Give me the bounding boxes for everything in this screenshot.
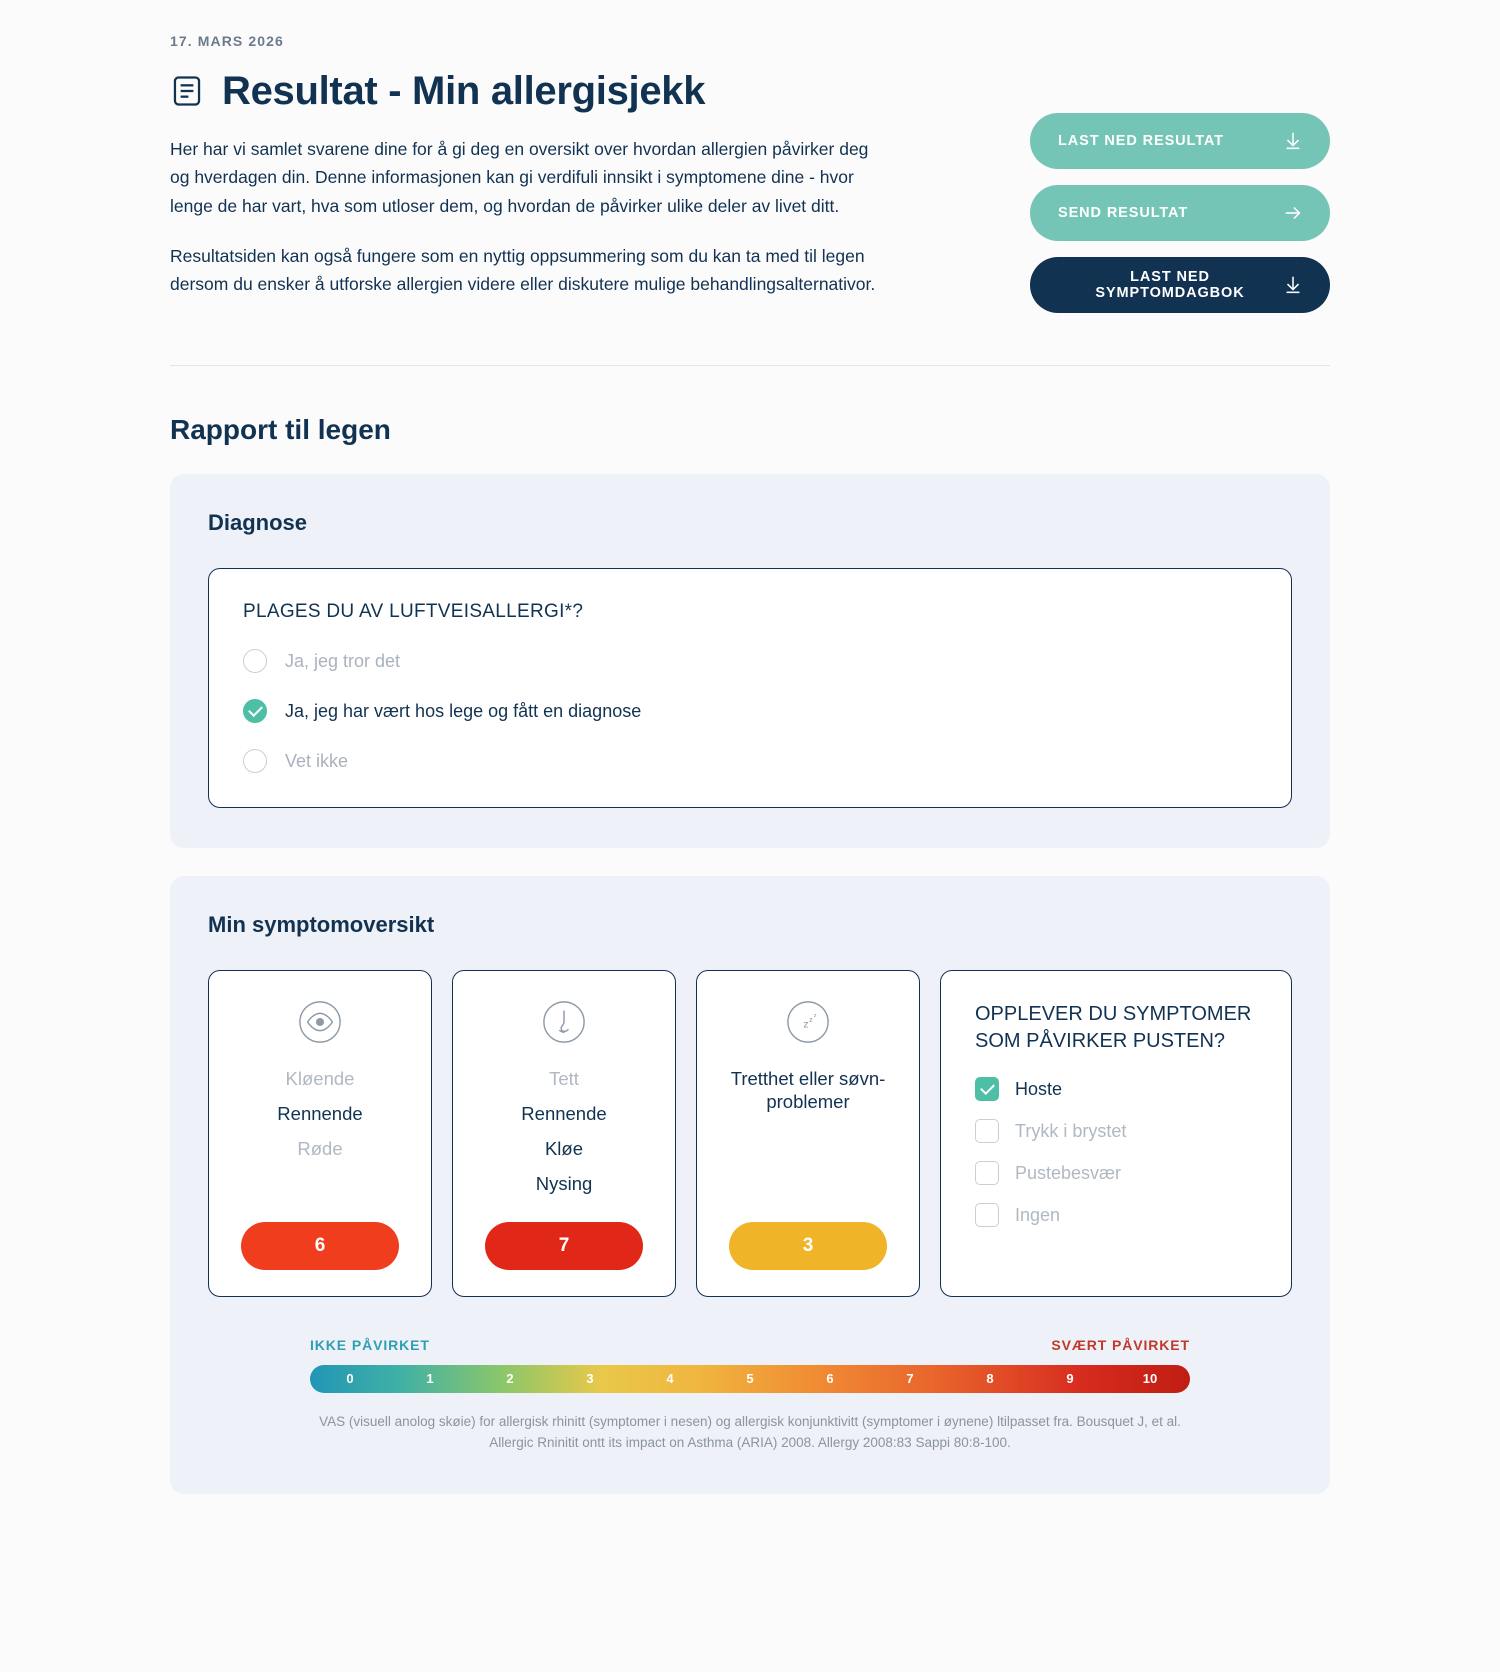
page-date: 17. MARS 2026 <box>170 33 284 49</box>
symptom-word: Rennende <box>277 1103 363 1125</box>
vas-tick: 7 <box>906 1371 914 1386</box>
send-result-button[interactable] <box>1030 185 1330 241</box>
symptom-card-sleep <box>696 970 920 1297</box>
symptom-card-eyes <box>208 970 432 1297</box>
radio-option-label: Ja, jeg har vært hos lege og fått en diagnose <box>285 700 642 721</box>
checkbox-icon[interactable] <box>975 1161 999 1185</box>
checkbox-option-label: Hoste <box>1015 1078 1063 1099</box>
radio-option-diagnose[interactable] <box>243 699 1257 723</box>
vas-scale-note: VAS (visuell anolog skøie) for allergisk rhinitt (symptomer i nesen) og allergisk konjunktivitt (symptomer i øynene) ltilpasset fra. Bousquet J, et al. Allergic Rninitit ontt its impact on Asthma (ARIA) 2008. Allergy 2008:83 Sappi 80:8-100. <box>319 1413 1181 1451</box>
divider <box>170 365 1330 366</box>
radio-option-vet-ikke[interactable] <box>243 749 1257 773</box>
symptom-card-title: Min symptomoversikt <box>208 912 435 937</box>
radio-checked-icon[interactable] <box>243 699 267 723</box>
symptom-word: Tretthet eller søvn-problemer <box>730 1068 886 1113</box>
send-result-label: SEND RESULTAT <box>1058 205 1189 221</box>
checkbox-icon[interactable] <box>975 1119 999 1143</box>
download-symptom-diary-label: LAST NED SYMPTOMDAGBOK <box>1095 269 1245 301</box>
vas-tick: 4 <box>666 1371 674 1386</box>
section-title-report: Rapport til legen <box>170 414 391 445</box>
vas-tick: 8 <box>986 1371 994 1386</box>
sleep-icon <box>785 999 831 1045</box>
checkbox-option-hoste[interactable] <box>975 1077 1259 1101</box>
intro-paragraph-2: Resultatsiden kan også fungere som en nyttig oppsummering som du kan ta med til legen dersom du ensker å utforske allergien videre eller diskutere mulige behandlingsalternativor. <box>170 246 876 295</box>
header-row <box>170 69 1330 313</box>
vas-tick: 3 <box>586 1371 594 1386</box>
radio-option-label: Ja, jeg tror det <box>285 650 401 671</box>
svg-text:z: z <box>803 1018 809 1031</box>
vas-scale-bar <box>310 1365 1190 1393</box>
symptom-word: Nysing <box>535 1173 593 1195</box>
radio-option-label: Vet ikke <box>285 750 349 771</box>
checkbox-option-trykk-i-brystet[interactable] <box>975 1119 1259 1143</box>
vas-left-label: IKKE PÅVIRKET <box>310 1336 430 1353</box>
svg-text:z: z <box>808 1015 813 1024</box>
symptom-score: 3 <box>729 1222 887 1270</box>
diagnose-card <box>170 474 1330 848</box>
download-result-button[interactable] <box>1030 113 1330 169</box>
checkbox-option-label: Ingen <box>1015 1204 1061 1225</box>
diagnose-card-title: Diagnose <box>208 510 308 535</box>
vas-right-label: SVÆRT PÅVIRKET <box>1051 1336 1190 1353</box>
checkbox-icon[interactable] <box>975 1203 999 1227</box>
symptom-words <box>471 1067 657 1196</box>
checkbox-checked-icon[interactable] <box>975 1077 999 1101</box>
vas-tick: 5 <box>746 1371 754 1386</box>
intro-paragraph-1: Her har vi samlet svarene dine for å gi deg en oversikt over hvordan allergien påvirker deg og hverdagen din. Denne informasjonen kan gi verdifuli innsikt i symptomene dine - hvor lenge de har vart, hva som utloser dem, og hvordan de påvirker ulike deler av livet ditt. <box>170 139 869 216</box>
vas-tick: 10 <box>1142 1371 1158 1386</box>
page-title: Resultat - Min allergisjekk <box>222 69 706 113</box>
symptom-card-nose <box>452 970 676 1297</box>
symptom-word: Røde <box>297 1138 343 1160</box>
diagnose-question-box <box>208 568 1292 808</box>
radio-icon[interactable] <box>243 749 267 773</box>
checkbox-option-label: Pustebesvær <box>1015 1162 1122 1183</box>
symptom-grid <box>208 970 1292 1297</box>
symptom-word: Tett <box>549 1068 579 1089</box>
download-icon <box>1282 274 1304 296</box>
eye-icon <box>297 999 343 1045</box>
diagnose-question: PLAGES DU AV LUFTVEISALLERGI*? <box>243 601 584 622</box>
nose-icon <box>541 999 587 1045</box>
symptom-score: 7 <box>485 1222 643 1270</box>
vas-tick: 1 <box>426 1371 434 1386</box>
checkbox-option-label: Trykk i brystet <box>1015 1120 1127 1141</box>
symptom-score: 6 <box>241 1222 399 1270</box>
vas-tick: 0 <box>346 1371 354 1386</box>
document-icon <box>170 73 204 109</box>
title-line <box>170 69 890 113</box>
symptom-word: Kløe <box>544 1138 584 1160</box>
breathing-question-card <box>940 970 1292 1297</box>
radio-option-ja-tror-det[interactable] <box>243 649 1257 673</box>
breathing-question: OPPLEVER DU SYMPTOMER SOM PÅVIRKER PUSTEN? <box>975 1003 1252 1052</box>
vas-tick: 2 <box>506 1371 514 1386</box>
symptom-overview-card <box>170 876 1330 1494</box>
action-buttons <box>1030 69 1330 313</box>
vas-scale-labels <box>310 1337 1190 1353</box>
vas-scale <box>310 1337 1190 1454</box>
symptom-word: Kløende <box>285 1068 355 1089</box>
arrow-right-icon <box>1282 202 1304 224</box>
svg-text:z: z <box>813 1013 817 1020</box>
download-symptom-diary-button[interactable] <box>1030 257 1330 313</box>
radio-icon[interactable] <box>243 649 267 673</box>
vas-tick: 6 <box>826 1371 834 1386</box>
download-icon <box>1282 130 1304 152</box>
checkbox-option-pustebesvaer[interactable] <box>975 1161 1259 1185</box>
checkbox-option-ingen[interactable] <box>975 1203 1259 1227</box>
symptom-word: Rennende <box>521 1103 607 1125</box>
title-block <box>170 69 890 299</box>
vas-tick: 9 <box>1066 1371 1074 1386</box>
symptom-words <box>715 1067 901 1196</box>
symptom-words <box>227 1067 413 1196</box>
download-result-label: LAST NED RESULTAT <box>1058 133 1224 149</box>
